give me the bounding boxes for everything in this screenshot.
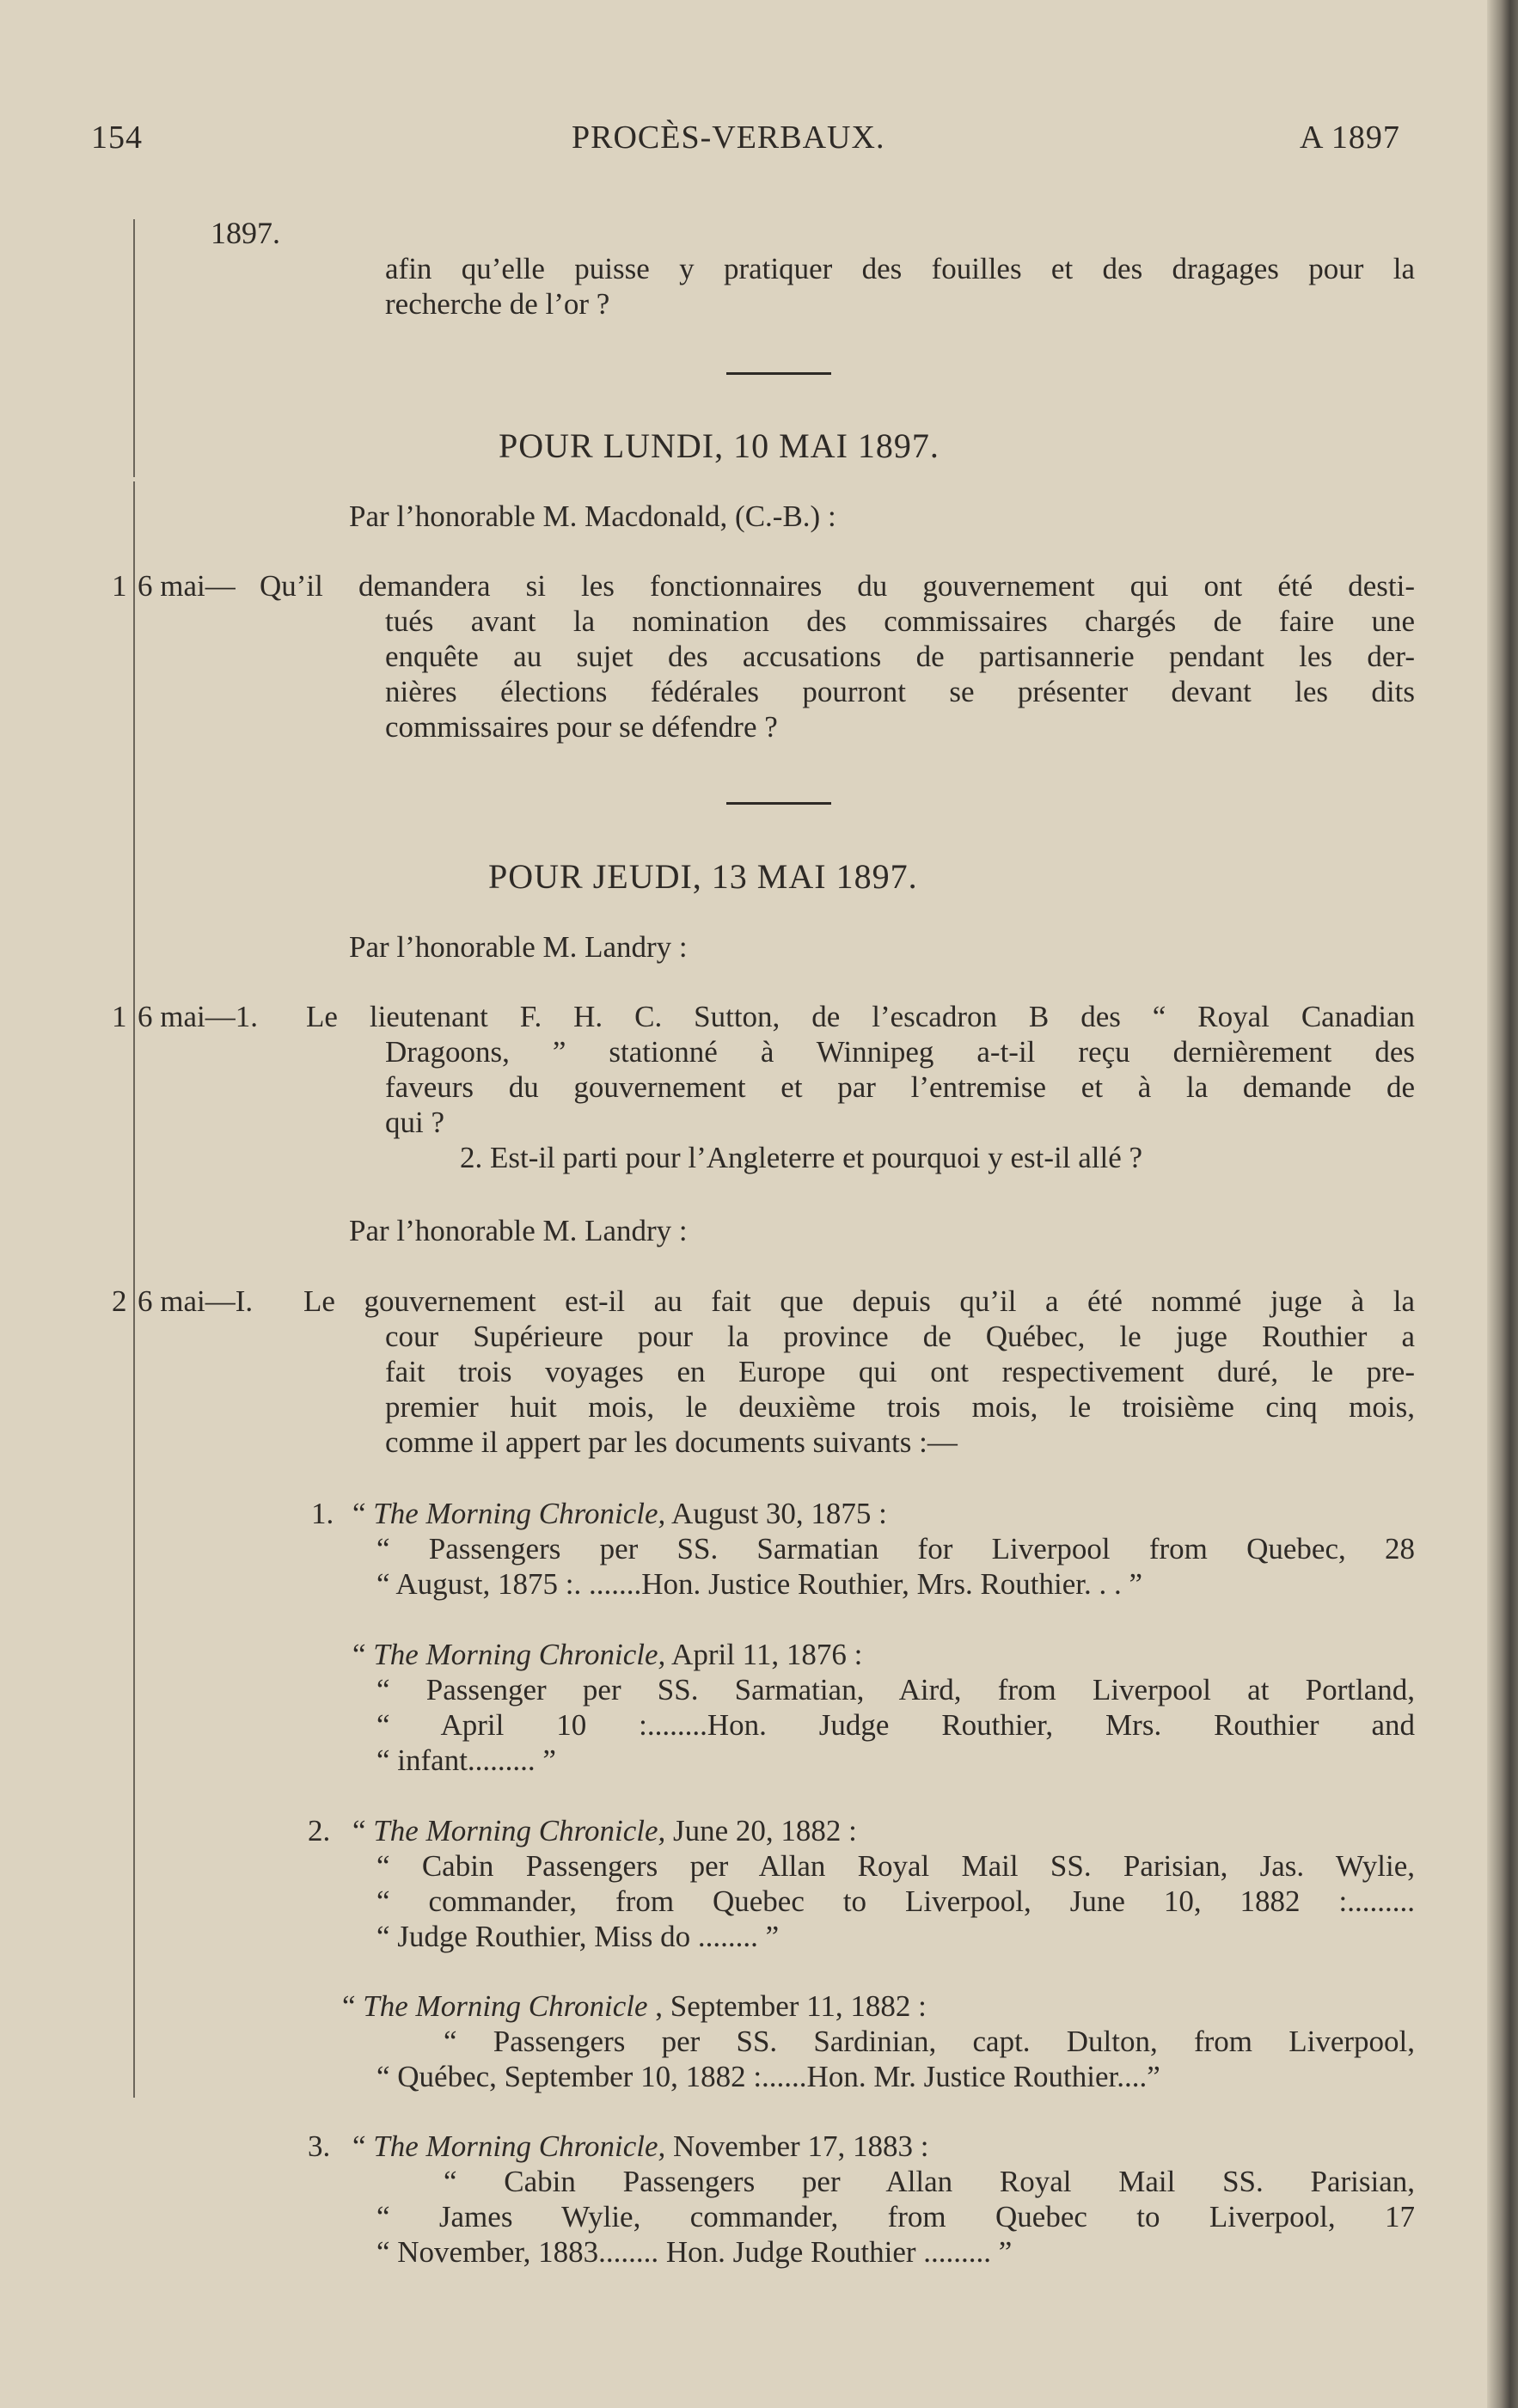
text-line: recherche de l’or ? [385,287,610,321]
text-line: “ Judge Routhier, Miss do ........ ” [376,1920,780,1953]
section-heading: POUR LUNDI, 10 MAI 1897. [499,426,940,465]
margin-rule [133,219,135,477]
text-line: Le gouvernement est-il au fait que depuis qu’il a été nommé juge à la [303,1284,1415,1318]
item-date: 6 mai—I. [138,1284,254,1318]
text-line: fait trois voyages en Europe qui ont respectivement duré, le pre- [385,1355,1415,1388]
item-date: 6 mai—1. [138,1000,258,1033]
text-line: Le lieutenant F. H. C. Sutton, de l’escadron B des “ Royal Canadian [306,1000,1415,1033]
running-title: PROCÈS-VERBAUX. [572,119,885,156]
citation-heading: “ The Morning Chronicle, November 17, 1883 : [352,2129,929,2163]
text-line: “ Passengers per SS. Sardinian, capt. Dulton, from Liverpool, [444,2025,1415,2058]
byline: Par l’honorable M. Landry : [349,930,688,964]
margin-year: 1897. [211,216,280,250]
text-line: “ Passenger per SS. Sarmatian, Aird, from Liverpool at Portland, [376,1673,1415,1706]
margin-rule [133,481,135,2098]
text-line: Dragoons, ” stationné à Winnipeg a-t-il reçu dernièrement des [385,1035,1415,1069]
text-line: “ November, 1883........ Hon. Judge Routhier ......... ” [376,2235,1013,2269]
section-divider [726,372,831,375]
newspaper-title: The Morning Chronicle [363,1989,648,2023]
text-line: enquête au sujet des accusations de partisannerie pendant les der- [385,640,1415,673]
citation-body [376,1848,1415,1954]
text-line: qui ? [385,1106,445,1139]
text-line: “ James Wylie, commander, from Quebec to Liverpool, 17 [376,2200,1415,2233]
text-line: “ Québec, September 10, 1882 :......Hon. Mr. Justice Routhier....” [376,2060,1160,2093]
question-paragraph [303,1284,1415,1319]
text-line: “ April 10 :........Hon. Judge Routhier, Mrs. Routhier and [376,1708,1415,1742]
byline: Par l’honorable M. Macdonald, (C.-B.) : [349,499,836,533]
section-heading: POUR JEUDI, 13 MAI 1897. [488,857,918,896]
citation-date: April 11, 1876 : [665,1638,863,1671]
text-line: tués avant la nomination des commissaires chargés de faire une [385,604,1415,638]
newspaper-title: The Morning Chronicle, [373,2129,666,2163]
text-line: faveurs du gouvernement et par l’entremise et à la demande de [385,1070,1415,1104]
citation-heading: “ The Morning Chronicle, April 11, 1876 : [352,1638,863,1671]
item-date: 6 mai— [138,569,236,603]
newspaper-title: The Morning Chronicle, [373,1497,666,1530]
question-paragraph-cont [385,1034,1415,1140]
section-divider [726,802,831,805]
citation-heading: “ The Morning Chronicle, August 30, 1875 : [352,1497,887,1530]
text-line: afin qu’elle puisse y pratiquer des fouilles et des dragages pour la [385,252,1415,285]
citation-date: June 20, 1882 : [665,1814,857,1847]
question-paragraph [260,568,1415,604]
page-edge [1487,0,1518,2408]
text-line: Qu’il demandera si les fonctionnaires du gouvernement qui ont été desti- [260,569,1415,603]
citation-heading: “ The Morning Chronicle, June 20, 1882 : [352,1814,857,1847]
text-line: “ infant......... ” [376,1743,556,1777]
text-line: “ Cabin Passengers per Allan Royal Mail SS. Parisian, [444,2165,1415,2198]
header-year: A 1897 [1300,119,1400,156]
text-line: “ August, 1875 :. .......Hon. Justice Routhier, Mrs. Routhier. . . ” [376,1567,1143,1601]
citation-date: , September 11, 1882 : [647,1989,927,2023]
text-line: commissaires pour se défendre ? [385,710,778,744]
text-line: “ commander, from Quebec to Liverpool, June 10, 1882 :......... [376,1884,1415,1918]
text-line: “ Cabin Passengers per Allan Royal Mail SS. Parisian, Jas. Wylie, [376,1849,1415,1883]
citation-date: November 17, 1883 : [665,2129,929,2163]
text-line: “ Passengers per SS. Sarmatian for Liverpool from Quebec, 28 [376,1532,1415,1566]
text-line: comme il appert par les documents suivants :— [385,1425,958,1459]
citation-body [376,2024,1415,2094]
question-paragraph-cont [385,1319,1415,1460]
citation-heading: “ The Morning Chronicle , September 11, 1882 : [342,1989,927,2023]
newspaper-title: The Morning Chronicle, [373,1638,666,1671]
citation-date: August 30, 1875 : [665,1497,887,1530]
citation-body [376,2164,1415,2270]
margin-number: 1 [112,569,127,603]
newspaper-title: The Morning Chronicle, [373,1814,666,1847]
byline: Par l’honorable M. Landry : [349,1214,688,1247]
margin-number: 1 [112,1000,127,1033]
margin-number: 2 [112,1284,127,1318]
text-line: premier huit mois, le deuxième trois mois, le troisième cinq mois, [385,1390,1415,1424]
citation-number: 3. [308,2129,331,2163]
question-paragraph-cont [385,604,1415,744]
question-2: 2. Est-il parti pour l’Angleterre et pourquoi y est-il allé ? [460,1141,1143,1174]
citation-body [376,1672,1415,1778]
intro-paragraph [385,251,1415,322]
citation-body [376,1531,1415,1602]
citation-number: 2. [308,1814,331,1847]
page-number: 154 [91,119,143,156]
question-paragraph [306,999,1415,1034]
text-line: cour Supérieure pour la province de Québec, le juge Routhier a [385,1320,1415,1353]
citation-number: 1. [311,1497,334,1530]
text-line: nières élections fédérales pourront se présenter devant les dits [385,675,1415,708]
